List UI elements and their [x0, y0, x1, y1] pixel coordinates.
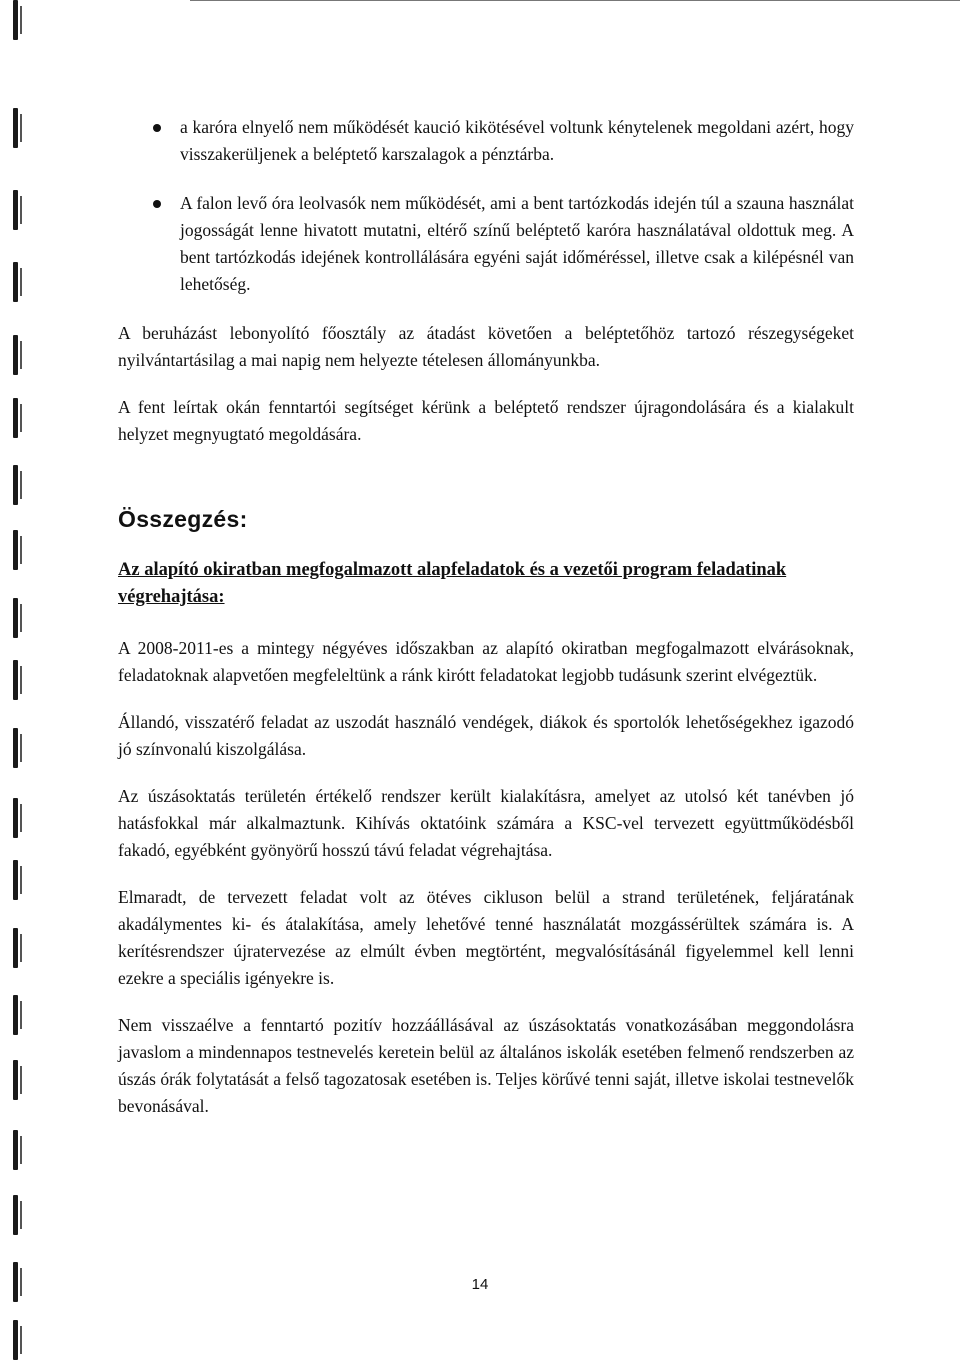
- binding-ring: [13, 262, 18, 302]
- binding-ring: [13, 335, 18, 375]
- binding-ring: [13, 728, 18, 768]
- paragraph: A 2008-2011-es a mintegy négyéves időszakban az alapító okiratban megfogalmazott elvárásoknak, feladatoknak alapvetően megfeleltünk a ránk kirótt feladatokat legjobb tudásunk szerint elvégeztük.: [118, 638, 854, 685]
- subheading: [118, 557, 854, 611]
- binding-ring: [13, 598, 18, 638]
- paragraph: Az úszásoktatás területén értékelő rendszer került kialakításra, amelyet az utolsó két tanévben jó hatásfokkal már alkalmaztunk. Kihívás oktatóink számára a KSC-vel tervezett együttműködésből fakadó, egyébként gyönyörű hosszú távú feladat végrehajtása.: [118, 786, 854, 860]
- binding-ring: [13, 398, 18, 438]
- binding-ring: [13, 190, 18, 230]
- paragraph: Elmaradt, de tervezett feladat volt az ötéves cikluson belül a strand területének, feljáratának akadálymentes ki- és átalakítása, amely lehetővé tenné használatát mozgássérültek számára is. A kerítésrendszer újratervezése az elmúlt évben megtörtént, megvalósításánál figyelemmel kell lenni ezekre a speciális igényekre is.: [118, 887, 854, 988]
- scan-top-rule: [190, 0, 960, 1]
- binding-ring: [13, 108, 18, 148]
- binding-ring: [13, 660, 18, 700]
- binding-ring: [13, 465, 18, 505]
- binding-ring: [13, 860, 18, 900]
- paragraph: Állandó, visszatérő feladat az uszodát használó vendégek, diákok és sportolók lehetőségekhez igazodó jó színvonalú kiszolgálása.: [118, 712, 854, 759]
- binding-ring: [13, 1320, 18, 1360]
- document-body: [118, 114, 854, 1140]
- bullet-list: [118, 114, 854, 298]
- list-item: [118, 114, 854, 168]
- bullet-icon: [153, 124, 161, 132]
- binding-ring: [13, 798, 18, 838]
- binding-ring: [13, 0, 18, 40]
- paragraph: A fent leírtak okán fenntartói segítséget kérünk a beléptető rendszer újragondolására és a kialakult helyzet megnyugtató megoldására.: [118, 397, 854, 444]
- binding-ring: [13, 1195, 18, 1235]
- binding-ring: [13, 530, 18, 570]
- summary-heading: Összegzés:: [118, 506, 248, 532]
- list-item: [118, 190, 854, 298]
- binding-ring: [13, 1130, 18, 1170]
- binding-ring: [13, 928, 18, 968]
- bullet-icon: [153, 200, 161, 208]
- subheading-text: Az alapító okiratban megfogalmazott alapfeladatok és a vezetői program feladatinak végrehajtása:: [118, 560, 787, 607]
- page-number: 14: [471, 1276, 489, 1293]
- paragraph: Nem visszaélve a fenntartó pozitív hozzáállásával az úszásoktatás vonatkozásában meggondolásra javaslom a mindennapos testnevelés keretein belül az általános iskolák esetében felmenő rendszerben az úszás órák folytatását a felső tagozatosak esetében is. Teljes körűvé tenni saját, illetve iskolai testnevelők bevonásával.: [118, 1015, 854, 1116]
- binding-holes: [9, 0, 25, 1366]
- binding-ring: [13, 995, 18, 1035]
- paragraph: A beruházást lebonyolító főosztály az átadást követően a beléptetőhöz tartozó részegységeket nyilvántartásilag a mai napig nem helyezte tételesen állományunkba.: [118, 323, 854, 370]
- binding-ring: [13, 1060, 18, 1100]
- bullet-text: a karóra elnyelő nem működését kaució kikötésével voltunk kénytelenek megoldani azért, hogy visszakerüljenek a beléptető karszalagok a pénztárba.: [180, 117, 854, 164]
- bullet-text: A falon levő óra leolvasók nem működését, ami a bent tartózkodás idején túl a szauna használat jogosságát lenne hivatott mutatni, eltérő színű beléptető karóra használatával oldottuk meg. A bent tartózkodás idejének kontrollálására egyéni saját időméréssel, illetve csak a kilépésnél van lehetőség.: [180, 193, 854, 294]
